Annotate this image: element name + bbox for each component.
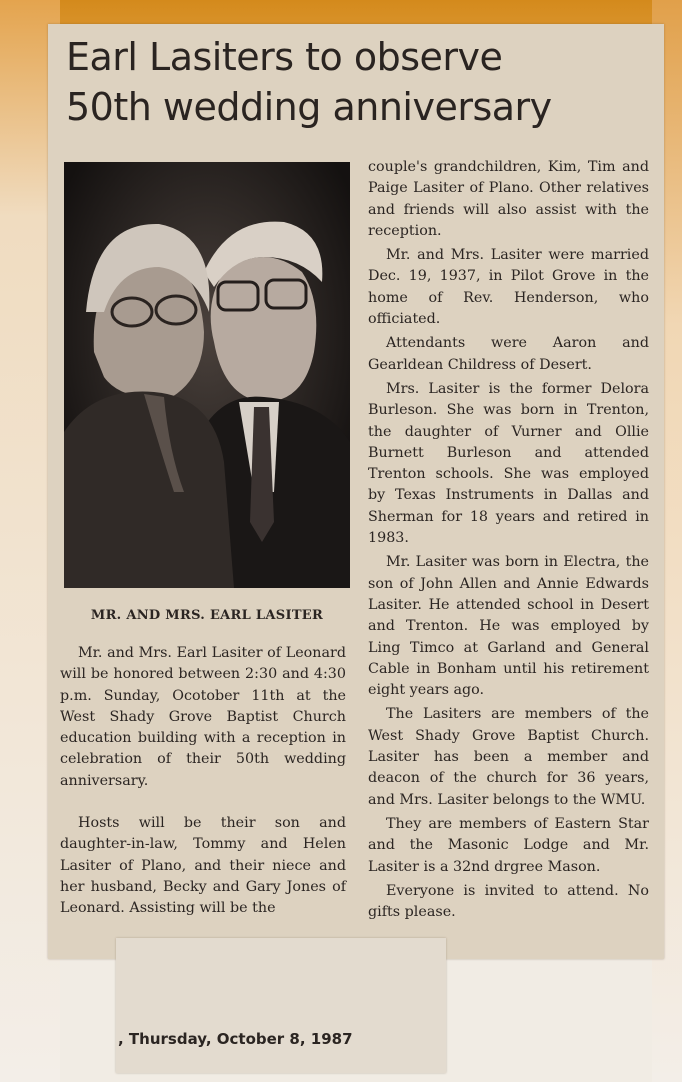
dateline: , Thursday, October 8, 1987 (118, 1030, 353, 1048)
paragraph: Hosts will be their son and daughter-in-law, Tommy and Helen Lasiter of Plano, and their niece and her husband, Becky and Gary Jones of Leonard. Assisting will be the (60, 815, 346, 917)
paragraph: Attendants were Aaron and Gearldean Childress of Desert. (368, 335, 649, 373)
paragraph: Everyone is invited to attend. No gifts please. (368, 882, 649, 921)
article-left-paragraph-2 (60, 813, 346, 919)
paragraph: The Lasiters are members of the West Shady Grove Baptist Church. Lasiter has been a member and deacon of the church for 36 years, and Mrs. Lasiter belongs to the WMU. (368, 706, 649, 808)
headline-line-2: 50th wedding anniversary (66, 85, 552, 129)
headline (66, 32, 626, 132)
couple-photo (64, 162, 350, 588)
date-clipping (116, 938, 446, 1073)
article-left-paragraph-1 (60, 643, 346, 792)
paragraph: Mr. Lasiter was born in Electra, the son of John Allen and Annie Edwards Lasiter. He attended school in Desert and Trenton. He was employed by Ling Timco at Garland and General Cable in Bonham until his retirement eight years ago. (368, 554, 649, 699)
paragraph: Mrs. Lasiter is the former Delora Burleson. She was born in Trenton, the daughter of Vurner and Ollie Burnett Burleson and attended Trenton schools. She was employed by Texas Instruments in Dallas and Sherman for 18 years and retired in 1983. (368, 380, 649, 547)
headline-line-1: Earl Lasiters to observe (66, 35, 503, 79)
photo-caption: MR. AND MRS. EARL LASITER (90, 608, 324, 623)
paragraph: Mr. and Mrs. Lasiter were married Dec. 19, 1937, in Pilot Grove in the home of Rev. Henderson, who officiated. (368, 247, 649, 328)
paragraph: They are members of Eastern Star and the Masonic Lodge and Mr. Lasiter is a 32nd drgree Mason. (368, 815, 649, 875)
article-right-column (368, 157, 649, 926)
paragraph: Mr. and Mrs. Earl Lasiter of Leonard will be honored between 2:30 and 4:30 p.m. Sunday, Ocotober 11th at the West Shady Grove Baptist Church education building with a reception in celebration of their 50th wedding anniversary. (60, 645, 346, 789)
paragraph: couple's grandchildren, Kim, Tim and Paige Lasiter of Plano. Other relatives and friends will also assist with the reception. (368, 159, 649, 239)
